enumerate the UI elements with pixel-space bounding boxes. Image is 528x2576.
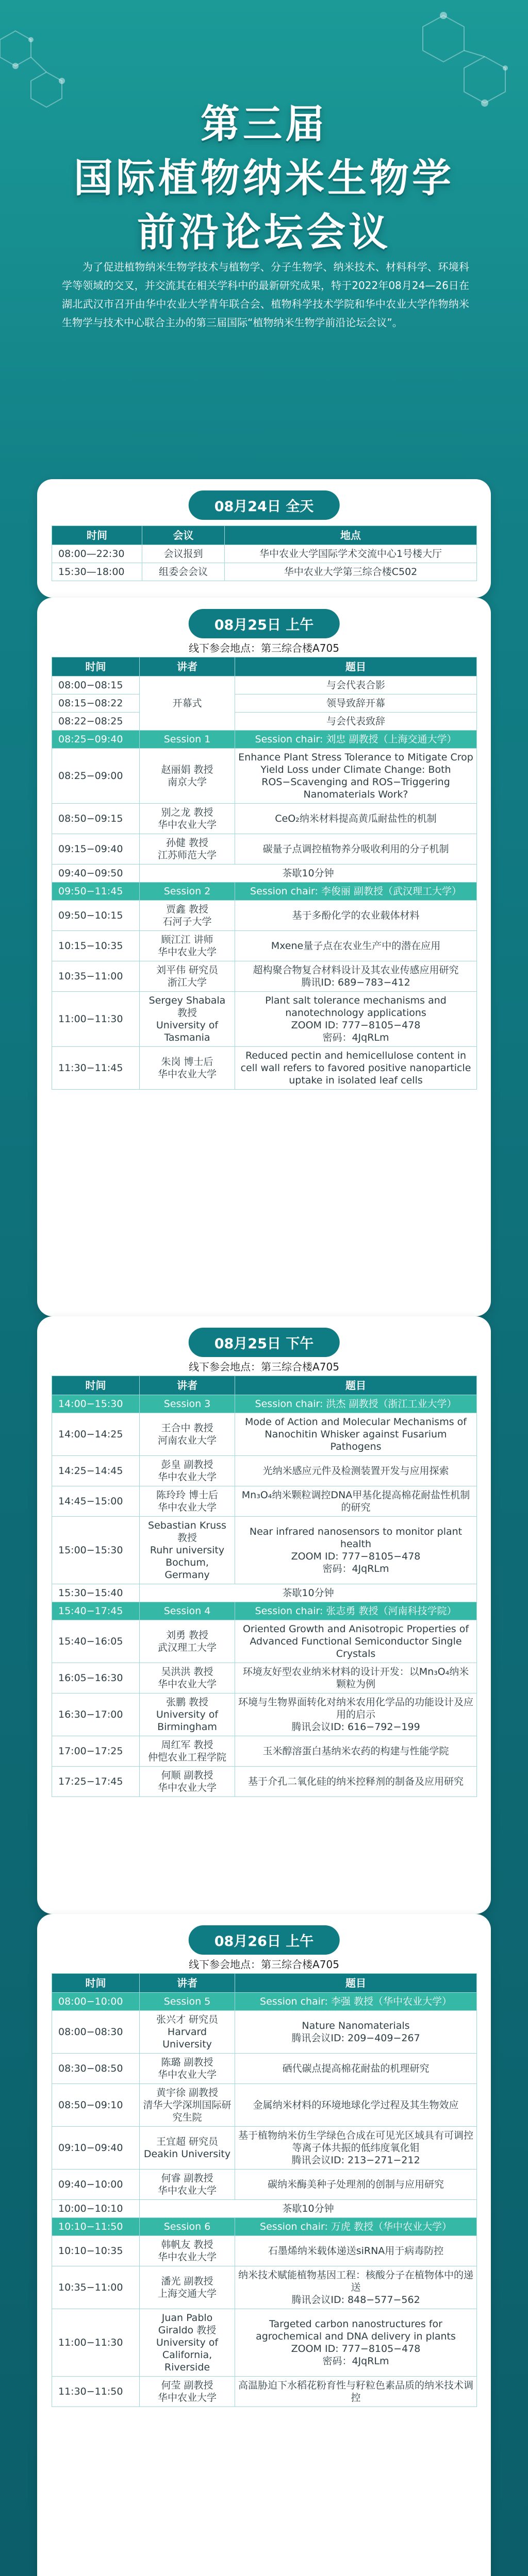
title-cell: 基于多酚化学的农业载体材料 xyxy=(235,901,477,931)
table-row xyxy=(52,713,477,731)
table-row xyxy=(52,1047,477,1090)
title-cell: 基于介孔二氧化硅的纳米控释剂的制备及应用研究 xyxy=(235,1767,477,1797)
title-cell: CeO₂纳米材料提高黄瓜耐盐性的机制 xyxy=(235,804,477,834)
col-header-event: 会议 xyxy=(142,526,225,545)
day1-date-pill: 08月24日 全天 xyxy=(189,490,340,520)
speaker-cell: 何莹 副教授 华中农业大学 xyxy=(140,2377,235,2407)
col-header-speaker: 讲者 xyxy=(140,1376,235,1395)
day2pm-card xyxy=(37,1316,491,1914)
table-row xyxy=(52,931,477,961)
title-line-1: 第三届 xyxy=(201,101,327,147)
col-header-title: 题目 xyxy=(235,1376,477,1395)
title-cell: Targeted carbon nanostructures for agrochemical and DNA delivery in plants ZOOM ID: 777−8105−478 密码：4JqRLm xyxy=(235,2309,477,2377)
day2am-date-pill: 08月25日 上午 xyxy=(189,609,340,638)
title-cell: 碳纳米酶美种子处理剂的创制与应用研究 xyxy=(235,2170,477,2200)
col-header-place: 地点 xyxy=(225,526,477,545)
time-cell: 08:25−09:40 xyxy=(52,731,140,749)
speaker-cell: Juan Pablo Giraldo 教授 University of California, Riverside xyxy=(140,2309,235,2377)
speaker-cell: 刘勇 教授 武汉理工大学 xyxy=(140,1620,235,1663)
speaker-cell: 王宜超 研究员 Deakin University xyxy=(140,2127,235,2170)
time-cell: 17:25−17:45 xyxy=(52,1767,140,1797)
day3am-venue: 线下参会地点：第三综合楼A705 xyxy=(189,1958,339,1971)
title-cell: 金属纳米材料的环境地球化学过程及其生物效应 xyxy=(235,2084,477,2127)
title-cell: 光纳米感应元件及检测装置开发与应用探索 xyxy=(235,1456,477,1486)
speaker-cell: 何睿 副教授 华中农业大学 xyxy=(140,2170,235,2200)
title-cell: Mode of Action and Molecular Mechanisms of Nanochitin Whisker against Fusarium Pathogens xyxy=(235,1413,477,1456)
col-header-title: 题目 xyxy=(235,657,477,676)
day2am-table-body xyxy=(52,676,477,1090)
title-cell: Session chair: 李强 教授（华中农业大学） xyxy=(235,1993,477,2011)
table-row xyxy=(52,2170,477,2200)
title-cell: Enhance Plant Stress Tolerance to Mitigate Crop Yield Loss under Climate Change: Both ROS−Scavenging and ROS−Triggering Nanomaterials Work? xyxy=(235,749,477,804)
table-row xyxy=(52,1693,477,1736)
table-row xyxy=(52,545,477,563)
table-row xyxy=(52,2084,477,2127)
speaker-cell: 陈玲玲 博士后 华中农业大学 xyxy=(140,1486,235,1517)
time-cell: 16:30−17:00 xyxy=(52,1693,140,1736)
table-row xyxy=(52,2377,477,2407)
speaker-cell: 韩帆友 教授 华中农业大学 xyxy=(140,2236,235,2266)
title-cell: 基于植物纳米仿生学绿色合成在可见光区域具有可调控等离子体共振的低纬度氧化钼 腾讯会议ID: 213−271−212 xyxy=(235,2127,477,2170)
time-cell: 08:22−08:25 xyxy=(52,713,140,731)
time-cell: 08:15−08:22 xyxy=(52,694,140,713)
table-row xyxy=(52,901,477,931)
day2pm-table-body xyxy=(52,1395,477,1797)
title-cell: Reduced pectin and hemicellulose content in cell wall refers to favored positive nanoparticle uptake in isolated leaf cells xyxy=(235,1047,477,1090)
time-cell: 09:15−09:40 xyxy=(52,834,140,865)
speaker-cell: 何顺 副教授 华中农业大学 xyxy=(140,1767,235,1797)
title-cell: 与会代表致辞 xyxy=(235,713,477,731)
time-cell: 15:30—18:00 xyxy=(52,563,142,581)
day1-table xyxy=(52,526,477,581)
time-cell: 08:00—22:30 xyxy=(52,545,142,563)
time-cell: 11:30−11:50 xyxy=(52,2377,140,2407)
day3am-table-body xyxy=(52,1993,477,2407)
table-row xyxy=(52,1736,477,1767)
title-cell: 石墨烯纳米载体递送siRNA用于病毒防控 xyxy=(235,2236,477,2266)
speaker-cell: 张鹏 教授 University of Birmingham xyxy=(140,1693,235,1736)
speaker-cell: 张兴才 研究员 Harvard University xyxy=(140,2011,235,2054)
time-cell: 15:40−16:05 xyxy=(52,1620,140,1663)
day2pm-table xyxy=(52,1376,477,1797)
time-cell: 09:40−09:50 xyxy=(52,865,140,883)
table-row xyxy=(52,563,477,581)
break-cell: 茶歇10分钟 xyxy=(140,2200,477,2218)
table-row xyxy=(52,2218,477,2236)
table-row xyxy=(52,1767,477,1797)
title-cell: Session chair: 李俊丽 副教授（武汉理工大学） xyxy=(235,883,477,901)
table-row xyxy=(52,1456,477,1486)
table-row xyxy=(52,694,477,713)
time-cell: 08:30−08:50 xyxy=(52,2054,140,2084)
time-cell: 08:00−10:00 xyxy=(52,1993,140,2011)
speaker-cell: 吴洪洪 教授 华中农业大学 xyxy=(140,1663,235,1693)
table-row xyxy=(52,1602,477,1620)
speaker-cell: 彭皇 副教授 华中农业大学 xyxy=(140,1456,235,1486)
time-cell: 11:00−11:30 xyxy=(52,2309,140,2377)
title-cell: 环境友好型农业纳米材料的设计开发：以Mn₃O₄纳米颗粒为例 xyxy=(235,1663,477,1693)
title-cell: 领导致辞开幕 xyxy=(235,694,477,713)
speaker-cell: 朱岗 博士后 华中农业大学 xyxy=(140,1047,235,1090)
time-cell: 16:05−16:30 xyxy=(52,1663,140,1693)
table-row xyxy=(52,961,477,992)
title-line-2: 国际植物纳米生物学 xyxy=(74,155,454,201)
col-header-time: 时间 xyxy=(52,657,140,676)
time-cell: 08:50−09:15 xyxy=(52,804,140,834)
table-row xyxy=(52,834,477,865)
col-header-time: 时间 xyxy=(52,526,142,545)
speaker-cell: Session 6 xyxy=(140,2218,235,2236)
time-cell: 08:00−08:30 xyxy=(52,2011,140,2054)
break-cell: 茶歇10分钟 xyxy=(140,1584,477,1602)
event-cell: 组委会会议 xyxy=(142,563,225,581)
time-cell: 17:00−17:25 xyxy=(52,1736,140,1767)
time-cell: 10:00−10:10 xyxy=(52,2200,140,2218)
time-cell: 08:50−09:10 xyxy=(52,2084,140,2127)
time-cell: 09:10−09:40 xyxy=(52,2127,140,2170)
col-header-time: 时间 xyxy=(52,1376,140,1395)
table-row xyxy=(52,1486,477,1517)
day3am-table xyxy=(52,1973,477,2407)
time-cell: 10:35−11:00 xyxy=(52,961,140,992)
speaker-cell: 贾鑫 教授 石河子大学 xyxy=(140,901,235,931)
table-row xyxy=(52,1517,477,1584)
speaker-cell: 孙健 教授 江苏师范大学 xyxy=(140,834,235,865)
table-row xyxy=(52,1993,477,2011)
col-header-time: 时间 xyxy=(52,1974,140,1993)
speaker-cell: 开幕式 xyxy=(140,676,235,731)
table-row xyxy=(52,804,477,834)
title-cell: Session chair: 洪杰 副教授（浙江工业大学） xyxy=(235,1395,477,1413)
day3am-card xyxy=(37,1914,491,2576)
table-row xyxy=(52,2200,477,2218)
time-cell: 10:10−10:35 xyxy=(52,2236,140,2266)
speaker-cell: 别之龙 教授 华中农业大学 xyxy=(140,804,235,834)
time-cell: 15:40−17:45 xyxy=(52,1602,140,1620)
table-row xyxy=(52,1620,477,1663)
table-row xyxy=(52,2236,477,2266)
day3am-date-pill: 08月26日 上午 xyxy=(189,1925,340,1955)
table-row xyxy=(52,1663,477,1693)
day2am-card xyxy=(37,598,491,1316)
speaker-cell: 顾江江 讲师 华中农业大学 xyxy=(140,931,235,961)
speaker-cell: 赵丽娟 教授 南京大学 xyxy=(140,749,235,804)
table-row xyxy=(52,2054,477,2084)
time-cell: 11:30−11:45 xyxy=(52,1047,140,1090)
time-cell: 10:15−10:35 xyxy=(52,931,140,961)
day2am-venue: 线下参会地点：第三综合楼A705 xyxy=(189,642,339,654)
table-row xyxy=(52,1413,477,1456)
table-row xyxy=(52,676,477,694)
time-cell: 09:50−10:15 xyxy=(52,901,140,931)
title-cell: 环境与生物界面转化对纳米农用化学品的功能设计及应用的启示 腾讯会议ID: 616−792−199 xyxy=(235,1693,477,1736)
speaker-cell: 黄宇徐 副教授 清华大学深圳国际研究生院 xyxy=(140,2084,235,2127)
place-cell: 华中农业大学第三综合楼C502 xyxy=(225,563,477,581)
place-cell: 华中农业大学国际学术交流中心1号楼大厅 xyxy=(225,545,477,563)
day2am-table xyxy=(52,657,477,1090)
time-cell: 10:35−11:00 xyxy=(52,2266,140,2309)
title-cell: Plant salt tolerance mechanisms and nanotechnology applications ZOOM ID: 777−8105−478 密码：4JqRLm xyxy=(235,992,477,1047)
speaker-cell: Session 4 xyxy=(140,1602,235,1620)
speaker-cell: Sergey Shabala 教授 University of Tasmania xyxy=(140,992,235,1047)
table-row xyxy=(52,2127,477,2170)
title-cell: Mxene量子点在农业生产中的潜在应用 xyxy=(235,931,477,961)
title-cell: 与会代表合影 xyxy=(235,676,477,694)
title-cell: Nature Nanomaterials 腾讯会议ID: 209−409−267 xyxy=(235,2011,477,2054)
speaker-cell: Session 2 xyxy=(140,883,235,901)
speaker-cell: Session 1 xyxy=(140,731,235,749)
event-cell: 会议报到 xyxy=(142,545,225,563)
title-cell: Mn₃O₄纳米颗粒调控DNA甲基化提高棉花耐盐性机制的研究 xyxy=(235,1486,477,1517)
time-cell: 14:45−15:00 xyxy=(52,1486,140,1517)
title-cell: Session chair: 刘忠 副教授（上海交通大学） xyxy=(235,731,477,749)
break-cell: 茶歇10分钟 xyxy=(140,865,477,883)
day2pm-date-pill: 08月25日 下午 xyxy=(189,1328,340,1357)
speaker-cell: Session 3 xyxy=(140,1395,235,1413)
time-cell: 14:00−15:30 xyxy=(52,1395,140,1413)
title-cell: 超构聚合物复合材料设计及其农业传感应用研究 腾讯ID: 689−783−412 xyxy=(235,961,477,992)
table-row xyxy=(52,865,477,883)
col-header-speaker: 讲者 xyxy=(140,1974,235,1993)
title-cell: 玉米醇溶蛋白基纳米农药的构建与性能学院 xyxy=(235,1736,477,1767)
time-cell: 10:10−11:50 xyxy=(52,2218,140,2236)
title-cell: Oriented Growth and Anisotropic Properties of Advanced Functional Semiconductor Single Crystals xyxy=(235,1620,477,1663)
intro-paragraph: 为了促进植物纳米生物学技术与植物学、分子生物学、纳米技术、材料科学、环境科学等领域的交叉，并交流其在相关学科中的最新研究成果，特于2022年08月24—26日在湖北武汉市召开由华中农业大学青年联合会、植物科学技术学院和华中农业大学作物纳米生物学与技术中心联合主办的第三届国际“植物纳米生物学前沿论坛会议”。 xyxy=(62,261,469,329)
day2pm-venue: 线下参会地点：第三综合楼A705 xyxy=(189,1361,339,1373)
title-cell: Near infrared nanosensors to monitor plant health ZOOM ID: 777−8105−478 密码：4JqRLm xyxy=(235,1517,477,1584)
table-row xyxy=(52,731,477,749)
title-cell: Session chair: 张志勇 教授（河南科技学院） xyxy=(235,1602,477,1620)
day1-card xyxy=(37,479,491,598)
title-cell: 纳米技术赋能植物基因工程：核酸分子在植物体中的递送 腾讯会议ID: 848−577−562 xyxy=(235,2266,477,2309)
time-cell: 08:00−08:15 xyxy=(52,676,140,694)
time-cell: 08:25−09:00 xyxy=(52,749,140,804)
table-row xyxy=(52,1584,477,1602)
speaker-cell: 周红军 教授 仲恺农业工程学院 xyxy=(140,1736,235,1767)
table-row xyxy=(52,2011,477,2054)
speaker-cell: Sebastian Kruss 教授 Ruhr university Bochum, Germany xyxy=(140,1517,235,1584)
time-cell: 09:50−11:45 xyxy=(52,883,140,901)
time-cell: 14:25−14:45 xyxy=(52,1456,140,1486)
table-row xyxy=(52,1395,477,1413)
title-cell: 高温胁迫下水稻花粉育性与籽粒色素品质的纳米技术调控 xyxy=(235,2377,477,2407)
table-row xyxy=(52,883,477,901)
time-cell: 15:30−15:40 xyxy=(52,1584,140,1602)
time-cell: 15:00−15:30 xyxy=(52,1517,140,1584)
title-line-3: 前沿论坛会议 xyxy=(137,209,391,255)
col-header-speaker: 讲者 xyxy=(140,657,235,676)
day1-table-body xyxy=(52,545,477,581)
speaker-cell: 陈璐 副教授 华中农业大学 xyxy=(140,2054,235,2084)
table-row xyxy=(52,2266,477,2309)
speaker-cell: Session 5 xyxy=(140,1993,235,2011)
table-row xyxy=(52,992,477,1047)
title-cell: 硒代碳点提高棉花耐盐的机理研究 xyxy=(235,2054,477,2084)
col-header-title: 题目 xyxy=(235,1974,477,1993)
speaker-cell: 潘光 副教授 上海交通大学 xyxy=(140,2266,235,2309)
time-cell: 14:00−14:25 xyxy=(52,1413,140,1456)
speaker-cell: 刘平伟 研究员 浙江大学 xyxy=(140,961,235,992)
time-cell: 09:40−10:00 xyxy=(52,2170,140,2200)
time-cell: 11:00−11:30 xyxy=(52,992,140,1047)
title-cell: Session chair: 万虎 教授（华中农业大学） xyxy=(235,2218,477,2236)
title-cell: 碳量子点调控植物养分吸收利用的分子机制 xyxy=(235,834,477,865)
table-row xyxy=(52,749,477,804)
speaker-cell: 王合中 教授 河南农业大学 xyxy=(140,1413,235,1456)
table-row xyxy=(52,2309,477,2377)
